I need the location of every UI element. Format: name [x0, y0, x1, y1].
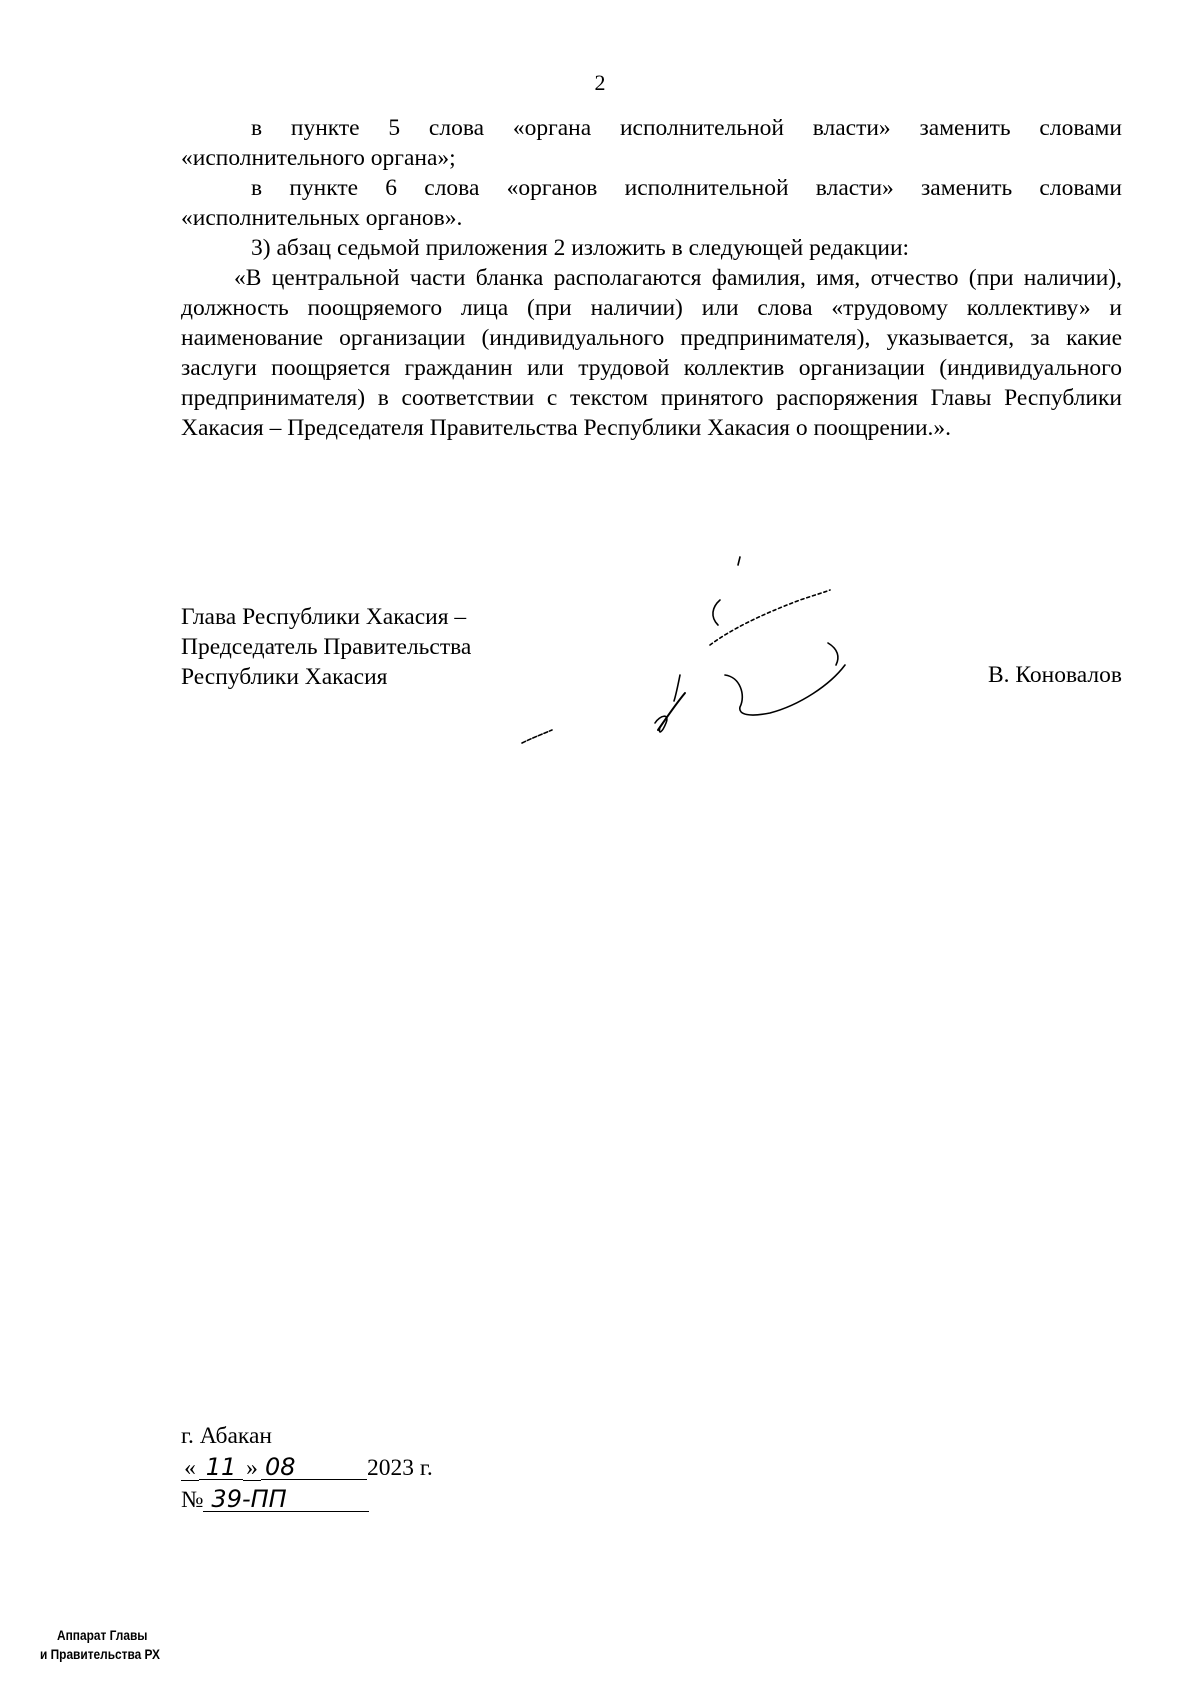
signatory-title-line: Глава Республики Хакасия –: [181, 604, 467, 630]
paragraph-4: «В центральной части бланка располагаются фамилия, имя, отчество (при наличии), должность поощряемого лица (при наличии) или слова «трудовому коллективу» и наименование организации (индивидуального предпринимателя), указывается, за какие заслуги поощряется гражданин или трудовой коллектив организации (индивидуального предпринимателя) в соответствии с текстом принятого распоряжения Главы Республики Хакасия – Председателя Правительства Республики Хакасия о поощрении.».: [181, 265, 1122, 441]
office-stamp: [40, 1626, 160, 1664]
city: г. Абакан: [181, 1423, 272, 1449]
date-year: 2023 г.: [367, 1455, 433, 1481]
date-day: 11: [199, 1455, 243, 1480]
document-number-line: [181, 1484, 433, 1516]
date-close-quote: »: [243, 1456, 261, 1481]
date-month: 08: [261, 1455, 367, 1480]
stamp-line: Аппарат Главы: [57, 1627, 148, 1643]
date-line: [181, 1452, 433, 1484]
signatory-title-line: Республики Хакасия: [181, 664, 388, 690]
document-number: 39-ПП: [203, 1487, 369, 1512]
document-body: [181, 113, 1122, 443]
stamp-line: и Правительства РХ: [40, 1646, 160, 1662]
handwritten-signature: [500, 545, 900, 755]
page-number: 2: [594, 70, 606, 95]
paragraph-3: 3) абзац седьмой приложения 2 изложить в следующей редакции:: [251, 235, 910, 261]
document-footer: [181, 1420, 433, 1516]
paragraph-1: в пункте 5 слова «органа исполнительной власти» заменить словами «исполнительного органа»;: [181, 115, 1122, 171]
signatory-title-line: Председатель Правительства: [181, 634, 472, 660]
paragraph-2: в пункте 6 слова «органов исполнительной власти» заменить словами «исполнительных органов».: [181, 175, 1122, 231]
number-label: №: [181, 1487, 204, 1513]
date-open-quote: «: [181, 1456, 199, 1481]
signatory-title: [181, 602, 471, 692]
signatory-name: В. Коновалов: [987, 662, 1122, 688]
